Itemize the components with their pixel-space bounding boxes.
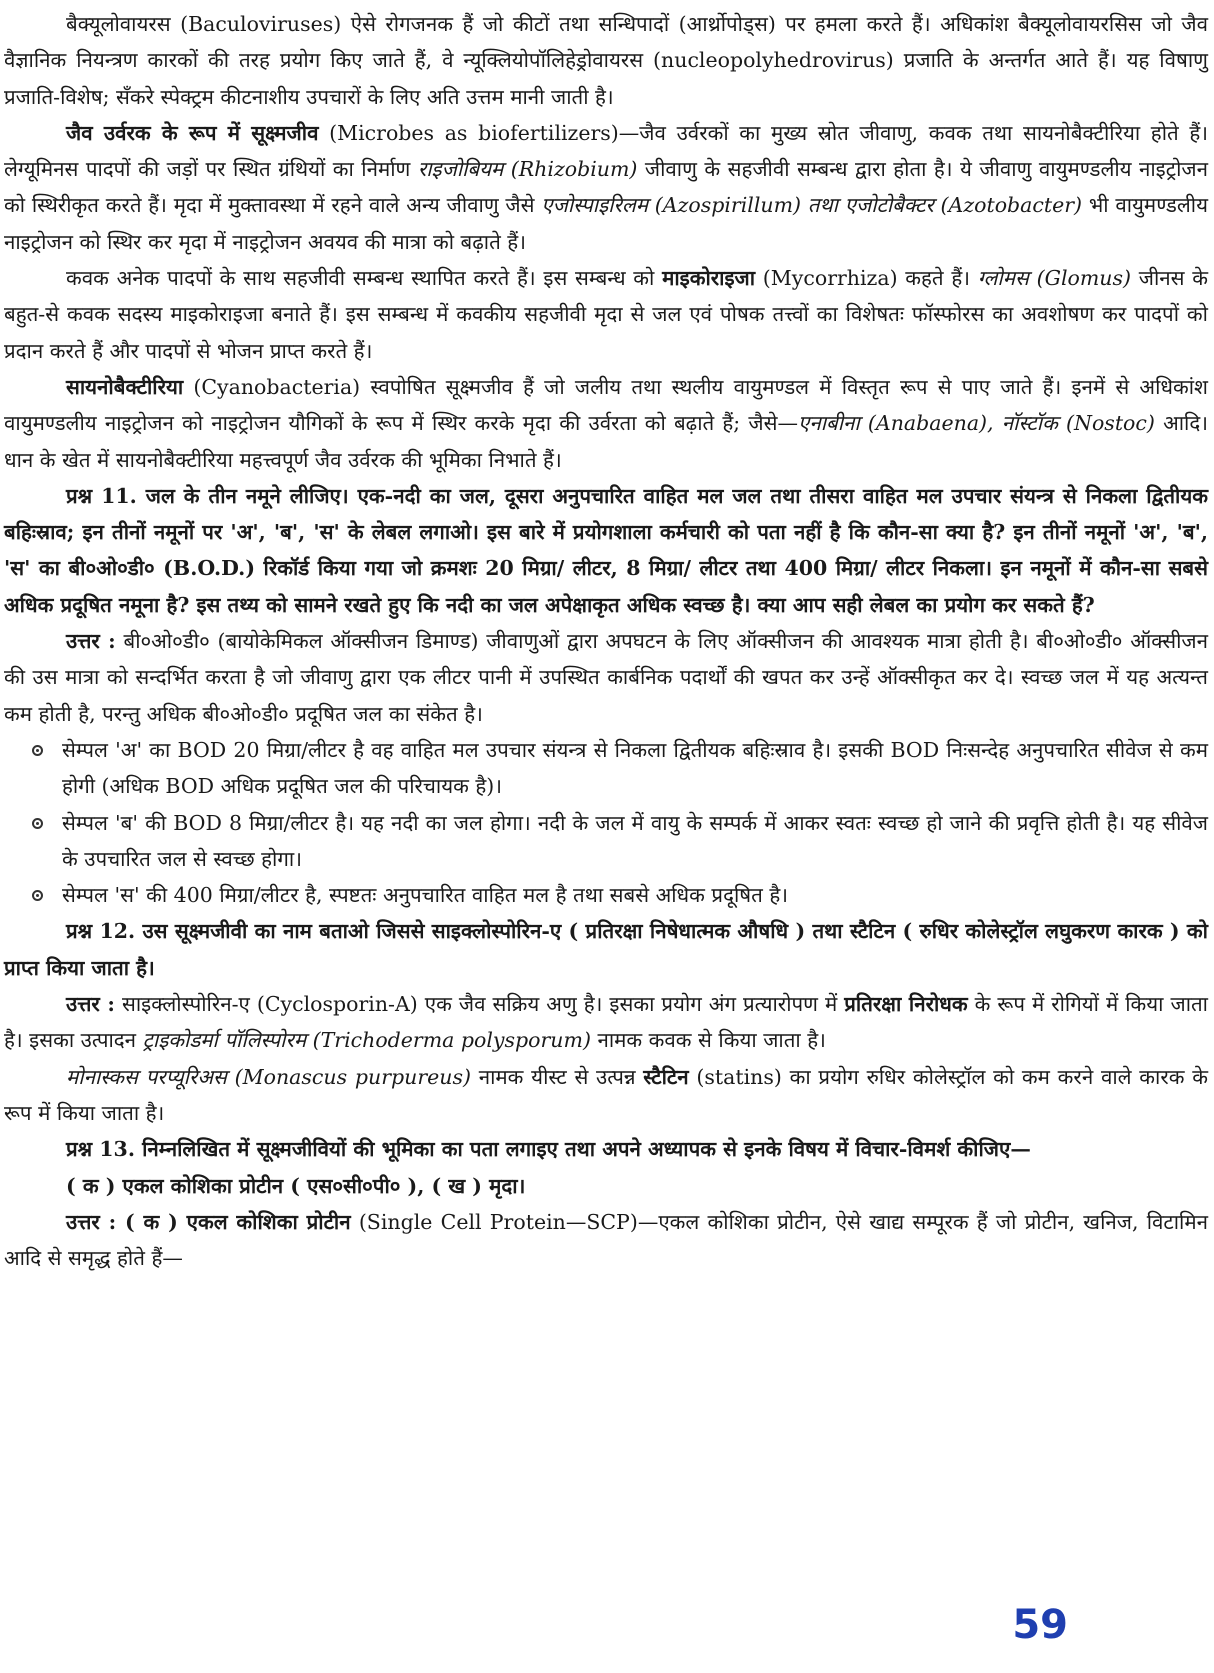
heading-biofertilizers: जैव उर्वरक के रूप में सूक्ष्मजीव [66,120,319,145]
page-content [4,6,1208,1276]
text-biofertilizers-c: भी वायुमण्डलीय नाइट्रोजन को स्थिर कर मृदा में नाइट्रोजन अवयव की मात्रा को बढ़ाते हैं। [4,193,1208,254]
term-azospirillum-azotobacter: एजोस्पाइरिलम (Azospirillum) तथा एजोटोबैक्टर (Azotobacter) [541,193,1083,218]
answer-12 [4,986,1208,1059]
question-12 [4,913,1208,986]
question-11-text: प्रश्न 11. जल के तीन नमूने लीजिए। एक-नदी का जल, दूसरा अनुपचारित वाहित मल जल तथा तीसरा वाहित मल उपचार संयन्त्र से निकला द्वितीयक बहिःस्राव; इन तीनों नमूनों पर 'अ', 'ब', 'स' के लेबल लगाओ। इस बारे में प्रयोगशाला कर्मचारी को पता नहीं है कि कौन-सा क्या है? इन तीनों नमूनों 'अ', 'ब', 'स' का बी०ओ०डी० (B.O.D.) रिकॉर्ड किया गया जो क्रमशः 20 मिग्रा/ लीटर, 8 मिग्रा/ लीटर तथा 400 मिग्रा/ लीटर निकला। इन नमूनों में कौन-सा सबसे अधिक प्रदूषित नमूना है? इस तथ्य को सामने रखते हुए कि नदी का जल अपेक्षाकृत अधिक स्वच्छ है। क्या आप सही लेबल का प्रयोग कर सकते हैं? [4,483,1208,617]
question-13-sub [4,1168,1208,1204]
answer-13-text: (Single Cell Protein—SCP)—एकल कोशिका प्रोटीन, ऐसे खाद्य सम्पूरक हैं जो प्रोटीन, खनिज, विटामिन आदि से समृद्ध होते हैं— [4,1209,1208,1271]
text-biofertilizers-b: जीवाणु के सहजीवी सम्बन्ध द्वारा होता है। ये जीवाणु वायुमण्डलीय नाइट्रोजन को स्थिरीकृत करते हैं। मृदा में मुक्तावस्था में रहने वाले अन्य जीवाणु जैसे [4,157,1208,218]
answer-12-text-b: के रूप में रोगियों में किया जाता है। इसका उत्पादन [4,992,1208,1053]
question-12-text: प्रश्न 12. उस सूक्ष्मजीवी का नाम बताओ जिससे साइक्लोस्पोरिन-ए ( प्रतिरक्षा निषेधात्मक औषधि ) तथा स्टैटिन ( रुधिर कोलेस्ट्रॉल लघुकरण कारक ) को प्राप्त किया जाता है। [4,919,1208,980]
term-statin: स्टैटिन [643,1064,689,1089]
list-item [62,877,1208,913]
term-anabaena-nostoc: एनाबीना (Anabaena), नॉस्टॉक (Nostoc) [798,411,1155,436]
list-item-text: सेम्पल 'स' की 400 मिग्रा/लीटर है, स्पष्टतः अनुपचारित वाहित मल है तथा सबसे अधिक प्रदूषित है। [62,883,788,908]
term-immunosuppressant: प्रतिरक्षा निरोधक [844,992,968,1017]
text-monascus-b: (statins) का प्रयोग रुधिर कोलेस्ट्रॉल को कम करने वाले कारक के रूप में किया जाता है। [4,1064,1208,1125]
text-biofertilizers-a: (Microbes as biofertilizers)—जैव उर्वरकों का मुख्य स्रोत जीवाणु, कवक तथा सायनोबैक्टीरिया होते हैं। लेग्यूमिनस पादपों की जड़ों पर स्थित ग्रंथियों का निर्माण [4,120,1208,182]
answer-12-text-a: साइक्लोस्पोरिन-ए (Cyclosporin-A) एक जैव सक्रिय अणु है। इसका प्रयोग अंग प्रत्यारोपण में [114,992,845,1017]
paragraph-biofertilizers [4,115,1208,260]
bullet-icon [32,890,43,901]
term-mycorrhiza: माइकोराइजा [662,266,756,291]
bullet-icon [32,745,43,756]
question-13-text: प्रश्न 13. निम्नलिखित में सूक्ष्मजीवियों की भूमिका का पता लगाइए तथा अपने अध्यापक से इनके विषय में विचार-विमर्श कीजिए— [66,1137,1031,1162]
page-number: 59 [1012,1602,1068,1648]
term-glomus: ग्लोमस (Glomus) [977,266,1132,291]
answer-11-label: उत्तर : [66,629,116,654]
answer-12-label: उत्तर : [66,992,115,1017]
answer-12-text-c: नामक कवक से किया जाता है। [590,1028,826,1053]
paragraph-baculovirus: बैक्यूलोवायरस (Baculoviruses) ऐसे रोगजनक हैं जो कीटों तथा सन्धिपादों (आर्थ्रोपोड्स) पर हमला करते हैं। अधिकांश बैक्यूलोवायरसिस जो जैव वैज्ञानिक नियन्त्रण कारकों की तरह प्रयोग किए जाते हैं, वे न्यूक्लियोपॉलिहेड्रोवायरस (nucleopolyhedrovirus) प्रजाति के अन्तर्गत आते हैं। यह विषाणु प्रजाति-विशेष; सँकरे स्पेक्ट्रम कीटनाशीय उपचारों के लिए अति उत्तम मानी जाती है। [4,12,1208,109]
question-13-sub-text: ( क ) एकल कोशिका प्रोटीन ( एस०सी०पी० ), ( ख ) मृदा। [66,1173,526,1198]
paragraph-cyanobacteria [4,369,1208,478]
text-cyanobacteria-a: (Cyanobacteria) स्वपोषित सूक्ष्मजीव हैं जो जलीय तथा स्थलीय वायुमण्डल में विस्तृत रूप से पाए जाते हैं। इनमें से अधिकांश वायुमण्डलीय नाइट्रोजन को नाइट्रोजन यौगिकों के रूप में स्थिर करके मृदा की उर्वरता को बढ़ाते हैं; जैसे— [4,374,1208,436]
bullet-icon [32,818,43,829]
term-rhizobium: राइजोबियम (Rhizobium) [417,157,638,182]
term-trichoderma: ट्राइकोडर्मा पॉलिस्पोरम (Trichoderma polysporum) [142,1028,591,1053]
term-monascus: मोनास्कस परप्यूरिअस (Monascus purpureus) [66,1064,471,1089]
list-item [62,805,1208,878]
answer-11 [4,623,1208,732]
text-mycorrhiza-b: (Mycorrhiza) कहते हैं। [755,266,978,291]
question-13 [4,1131,1208,1167]
answer-11-text: बी०ओ०डी० (बायोकेमिकल ऑक्सीजन डिमाण्ड) जीवाणुओं द्वारा अपघटन के लिए ऑक्सीजन की आवश्यक मात्रा होती है। बी०ओ०डी० ऑक्सीजन की उस मात्रा को सन्दर्भित करता है जो जीवाणु द्वारा एक लीटर पानी में उपस्थित कार्बनिक पदार्थों की खपत कर उन्हें ऑक्सीकृत कर दे। स्वच्छ जल में यह अत्यन्त कम होती है, परन्तु अधिक बी०ओ०डी० प्रदूषित जल का संकेत है। [4,629,1208,726]
text-cyanobacteria-b: आदि। धान के खेत में सायनोबैक्टीरिया महत्त्वपूर्ण जैव उर्वरक की भूमिका निभाते हैं। [4,411,1209,472]
answer-13 [4,1204,1208,1277]
list-item [62,732,1208,805]
bod-sample-list [4,732,1208,913]
heading-cyanobacteria: सायनोबैक्टीरिया [66,374,184,399]
answer-13-label: उत्तर : ( क ) एकल कोशिका प्रोटीन [66,1209,351,1234]
question-11 [4,478,1208,623]
paragraph-monascus [4,1059,1208,1132]
text-monascus-a: नामक यीस्ट से उत्पन्न [470,1064,644,1089]
list-item-text: सेम्पल 'अ' का BOD 20 मिग्रा/लीटर है वह वाहित मल उपचार संयन्त्र से निकला द्वितीयक बहिःस्राव है। इसकी BOD निःसन्देह अनुपचारित सीवेज से कम होगी (अधिक BOD अधिक प्रदूषित जल की परिचायक है)। [62,737,1208,799]
text-mycorrhiza-c: जीनस के बहुत-से कवक सदस्य माइकोराइजा बनाते हैं। इस सम्बन्ध में कवकीय सहजीवी मृदा से जल एवं पोषक तत्त्वों का विशेषतः फॉस्फोरस का अवशोषण कर पादपों को प्रदान करते हैं और पादपों से भोजन प्राप्त करते हैं। [4,266,1208,363]
paragraph-mycorrhiza [4,260,1208,369]
list-item-text: सेम्पल 'ब' की BOD 8 मिग्रा/लीटर है। यह नदी का जल होगा। नदी के जल में वायु के सम्पर्क में आकर स्वतः स्वच्छ हो जाने की प्रवृत्ति होती है। यह सीवेज के उपचारित जल से स्वच्छ होगा। [62,810,1208,871]
text-mycorrhiza-a: कवक अनेक पादपों के साथ सहजीवी सम्बन्ध स्थापित करते हैं। इस सम्बन्ध को [66,266,663,291]
